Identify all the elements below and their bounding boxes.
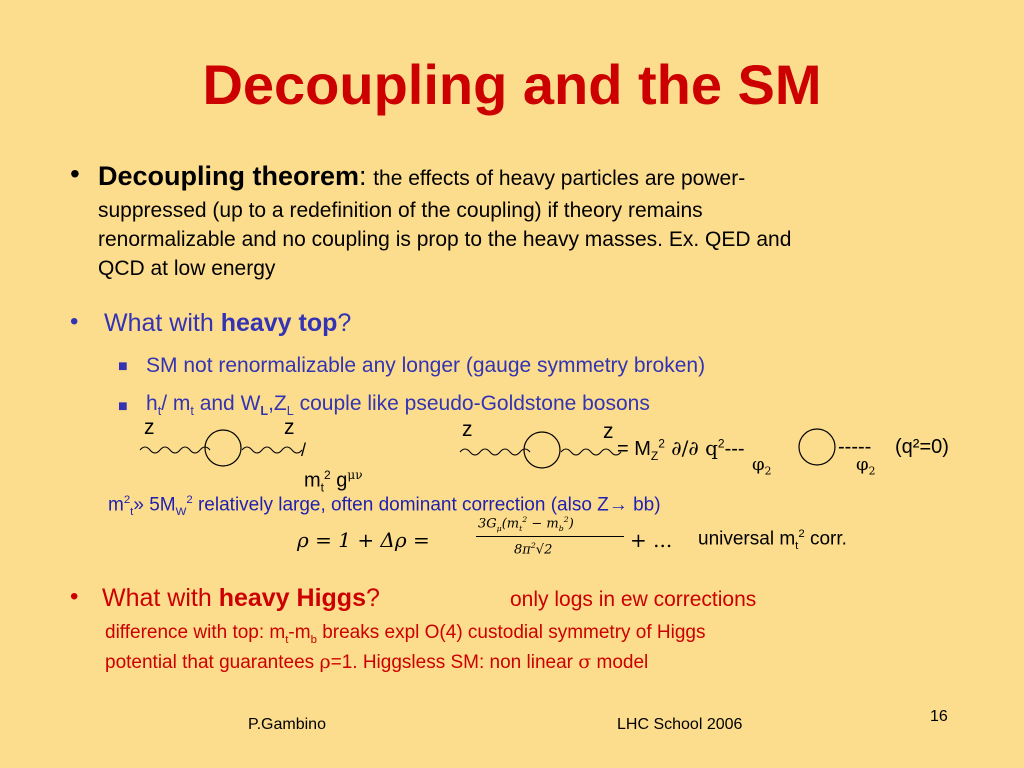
formula-fraction-bar (476, 536, 624, 537)
sub-bullet-square-icon: ■ (118, 398, 128, 415)
label-z1: z (144, 416, 155, 439)
bullet3-heading: What with heavy Higgs? (102, 584, 380, 612)
right-wavy-line-2 (561, 449, 621, 455)
loop-circle-1 (205, 430, 241, 466)
bullet3-line3: potential that guarantees ρ=1. Higgsless SM: non linear σ model (105, 651, 649, 673)
bullet1-text2: suppressed (up to a redefinition of the coupling) if theory remains (98, 199, 703, 222)
left-wavy-line-2 (460, 449, 530, 455)
footer-author: P.Gambino (248, 716, 326, 733)
footer-page-number: 16 (930, 708, 948, 725)
label-phi2: $\varphi_2$ (856, 454, 876, 478)
label-z3: z (462, 418, 473, 441)
label-z2: z (284, 416, 295, 439)
bullet1-text1: the effects of heavy particles are power- (373, 167, 746, 190)
bullet2-marker: • (70, 308, 79, 335)
label-equation: = $M_Z^2$ ∂/∂ $q^2---$ (617, 436, 745, 463)
bullet3-note: only logs in ew corrections (510, 588, 757, 611)
label-z4: z (603, 420, 614, 443)
label-phi1: $\varphi_2$ (752, 454, 772, 478)
label-mt2-g: $m_t^2$ $g^{\mu\nu}$ (304, 468, 363, 495)
formula-plus: + ... (630, 528, 673, 552)
bullet3-line2: difference with top: $m_t-m_b$ breaks expl O(4) custodial symmetry of Higgs (105, 622, 706, 646)
formula-note: universal $m_t^2$ corr. (698, 528, 847, 553)
loop-circle-3 (799, 429, 835, 465)
formula-lhs: ρ = 1 + Δρ = (297, 528, 430, 552)
label-q2zero: (q²=0) (895, 436, 949, 458)
formula-numerator: $3G_\mu(m_t^2 - m_b^2)$ (478, 515, 574, 533)
right-wavy-line-1 (242, 447, 302, 453)
formula-denominator: $8\pi^2√2$ (514, 541, 553, 558)
bullet1-text3: renormalizable and no coupling is prop to the heavy masses. Ex. QED and (98, 228, 792, 251)
label-slash: / (301, 440, 307, 460)
left-wavy-line-1 (140, 447, 210, 453)
bullet2-heading: What with heavy top? (104, 309, 352, 337)
bullet1-line1: Decoupling theorem: the effects of heavy particles are power- (98, 161, 746, 191)
label-dash2: ----- (838, 436, 872, 458)
bullet1-marker: • (70, 158, 80, 189)
slide-title: Decoupling and the SM (202, 53, 822, 116)
sub-bullet-square-icon: ■ (118, 358, 128, 375)
bullet1-heading: Decoupling theorem (98, 161, 360, 191)
bullet3-marker: • (70, 583, 79, 610)
bullet2-sub2: $h_t/$ $m_t$ and $W_L,Z_L$ couple like pseudo-Goldstone bosons (146, 392, 650, 419)
footer-event: LHC School 2006 (617, 716, 743, 733)
loop-circle-2 (524, 432, 560, 468)
bullet2-sub1: SM not renormalizable any longer (gauge symmetry broken) (146, 354, 706, 377)
mt-correction-line: $m^2_t$» $5M_W^2$ relatively large, often dominant correction (also Z→ bb) (108, 494, 661, 519)
bullet1-text4: QCD at low energy (98, 257, 276, 280)
